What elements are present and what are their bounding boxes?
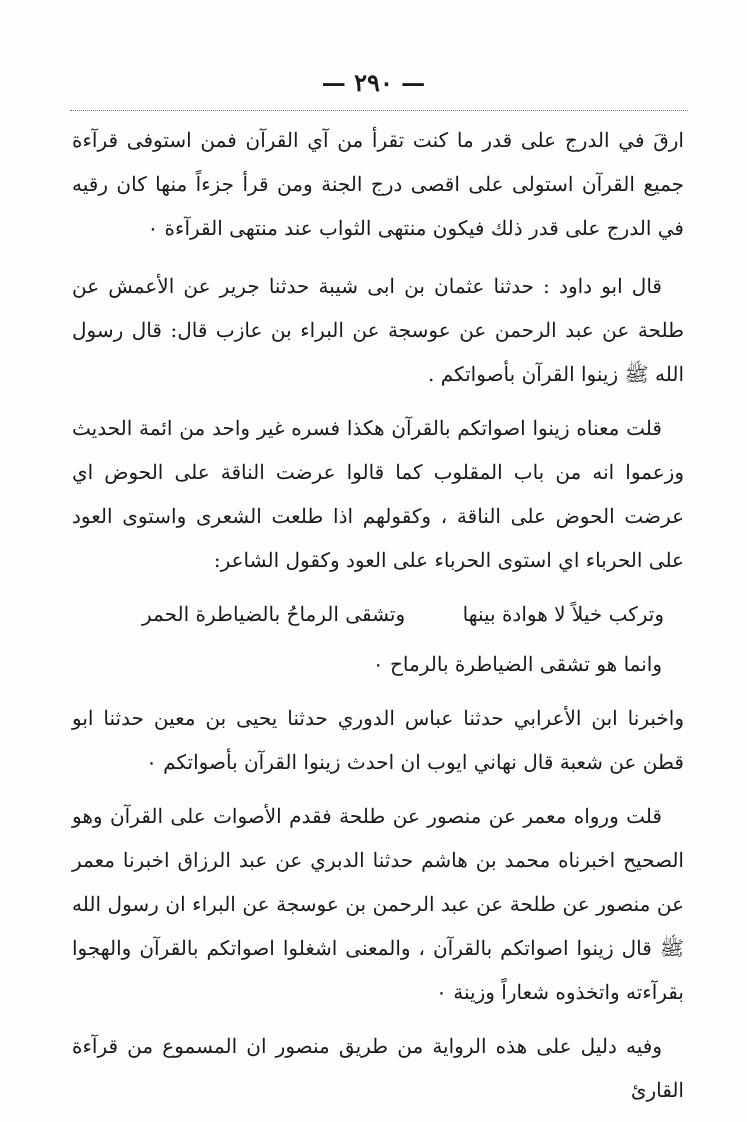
paragraph-5: واخبرنا ابن الأعرابي حدثنا عباس الدوري حدثنا يحيى بن معين حدثنا ابو قطن عن شعبة قال نهاني ايوب ان احدث زينوا القرآن بأصواتكم ٠ — [72, 706, 684, 774]
text-body — [72, 118, 684, 1122]
paragraph-4: وانما هو تشقى الضياطرة بالرماح ٠ — [372, 652, 662, 676]
paragraph-1: ارقَ في الدرج على قدر ما كنت تقرأ من آي القرآن فمن استوفى قرآءة جميع القرآن استولى على اقصى درج الجنة ومن قرأ جزءاً منها كان رقيه في الدرج على قدر ذلك فيكون منتهى الثواب عند منتهى القرآءة ٠ — [72, 128, 684, 240]
paragraph-7: وفيه دليل على هذه الرواية من طريق منصور ان المسموع من قرآءة القارئ — [72, 1034, 684, 1102]
verse-first-hemistich: وتركب خيلاً لا هوادة بينها — [462, 602, 664, 626]
poetry-verse — [72, 592, 684, 636]
paragraph-6: قلت ورواه معمر عن منصور عن طلحة فقدم الأصوات على القرآن وهو الصحيح اخبرناه محمد بن هاشم حدثنا الدبري عن عبد الرزاق اخبرنا معمر عن منصور عن طلحة عن عبد الرحمن بن عوسجة عن البراء ان رسول الله ﷺ قال زينوا اصواتكم بالقرآن ، والمعنى اشغلوا اصواتكم بالقرآن والهجوا بقرآءته واتخذوه شعاراً وزينة ٠ — [72, 804, 685, 1004]
paragraph-2: قال ابو داود : حدثنا عثمان بن ابى شيبة حدثنا جرير عن الأعمش عن طلحة عن عبد الرحمن عن عوسجة عن البراء بن عازب قال: قال رسول الله ﷺ زينوا القرآن بأصواتكم . — [72, 274, 684, 386]
verse-second-hemistich: وتشقى الرماحُ بالضياطرة الحمر — [142, 602, 406, 626]
page-number: — ٢٩٠ — — [321, 68, 426, 97]
paragraph-3: قلت معناه زينوا اصواتكم بالقرآن هكذا فسره غير واحد من ائمة الحديث وزعموا انه من باب المقلوب كما قالوا عرضت الناقة على الحوض اي عرضت الحوض على الناقة ، وكقولهم اذا طلعت الشعرى واستوى العود على الحرباء اي استوى الحرباء على العود وكقول الشاعر: — [72, 416, 685, 572]
header-divider — [70, 110, 688, 111]
